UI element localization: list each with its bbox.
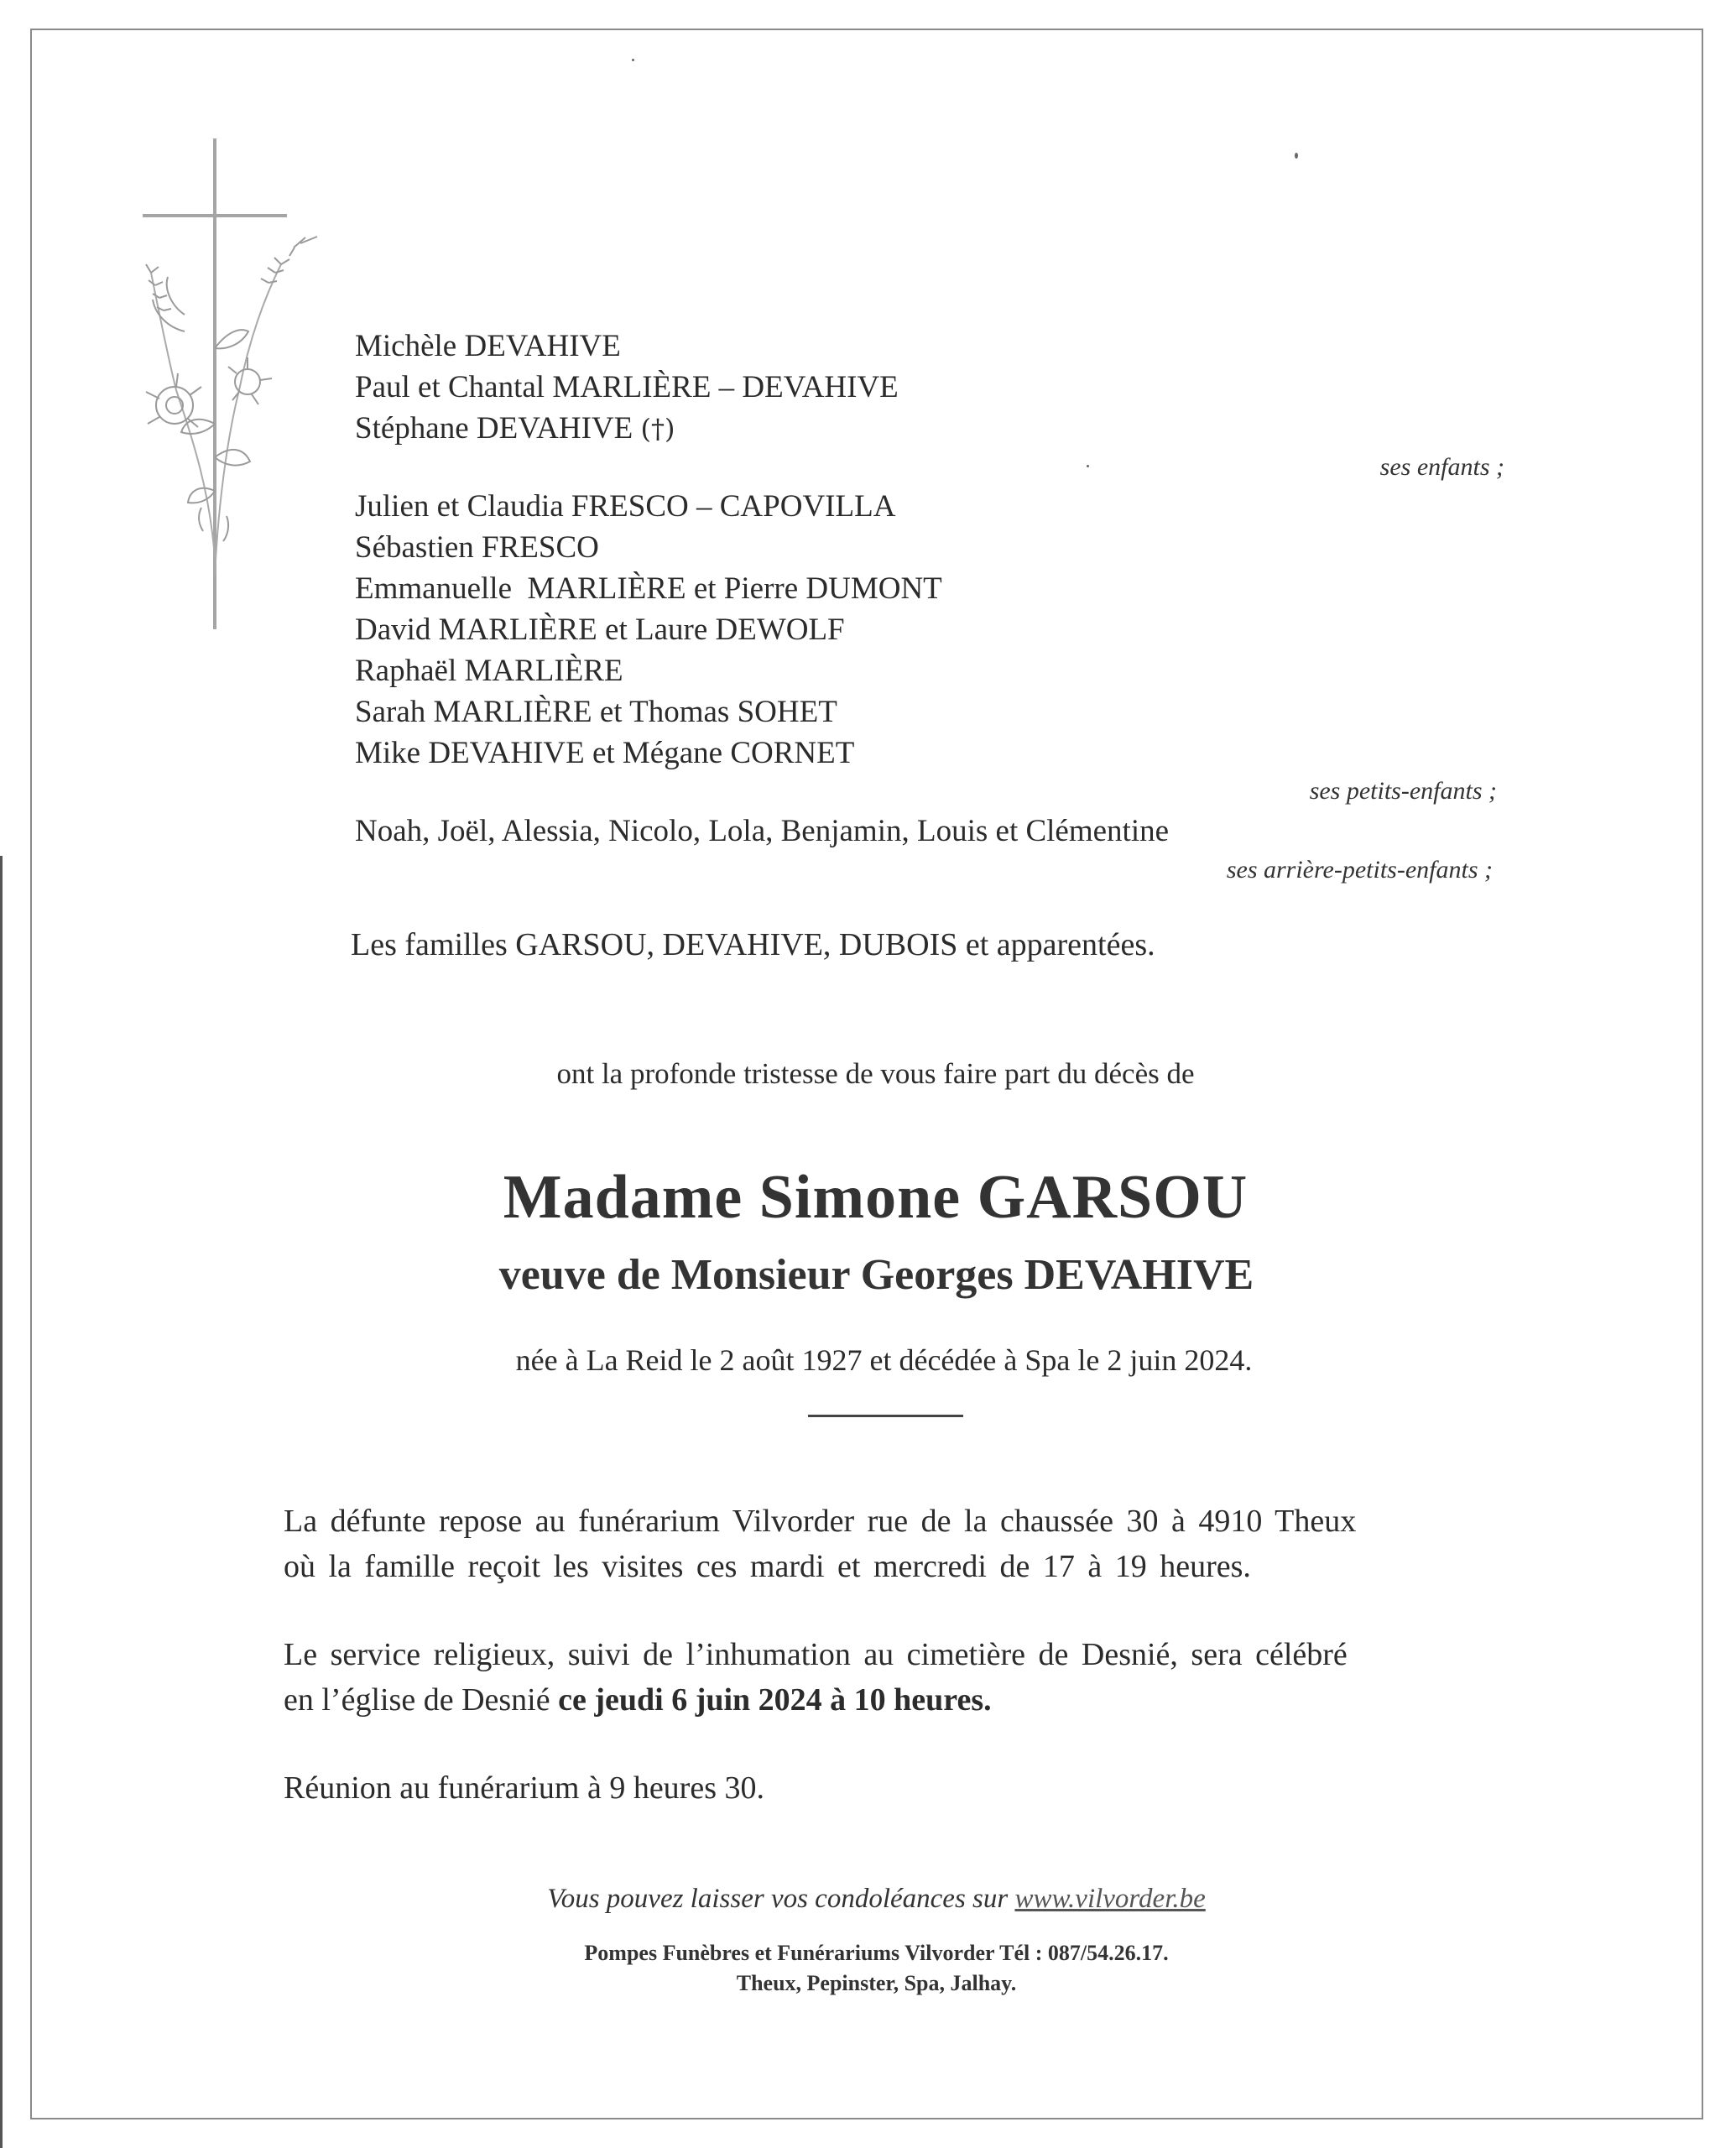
reunion-paragraph [284,1765,764,1811]
dagger-mark: (†) [640,413,675,445]
service-line: Le service religieux, suivi de l’inhumation au cimetière de Desnié, sera célébré [284,1637,1348,1672]
grandchild-name: Emmanuelle MARLIÈRE et Pierre DUMONT [355,571,942,606]
intro-line: ont la profonde tristesse de vous faire part du décès de [556,1057,1195,1090]
birth-death-dates: née à La Reid le 2 août 1927 et décédée à Spa le 2 juin 2024. [515,1343,1253,1377]
condolences-text: Vous pouvez laisser vos condoléances sur [547,1884,1015,1914]
service-line [284,1677,1348,1723]
child-name: Michèle DEVAHIVE [355,329,621,363]
cross-wheat-icon [134,138,327,638]
grandchild-name: Sébastien FRESCO [355,530,599,565]
child-name [355,408,899,450]
condolences-line [0,1884,1736,1915]
grandchild-name: Sarah MARLIÈRE et Thomas SOHET [355,695,837,729]
condolences-link[interactable]: www.vilvorder.be [1014,1884,1206,1914]
service-line-prefix: en l’église de Desnié [284,1682,559,1718]
grandchildren-label: ses petits-enfants ; [1309,777,1497,805]
grandchild-name: Julien et Claudia FRESCO – CAPOVILLA [355,489,896,524]
grandchild-name: Mike DEVAHIVE et Mégane CORNET [355,736,855,770]
children-label: ses enfants ; [1379,453,1504,481]
great-grandchildren-list [355,811,1169,852]
children-list [355,326,899,450]
repose-line: où la famille reçoit les visites ces mardi et mercredi de 17 à 19 heures. [284,1549,1251,1584]
grandchild-name: Raphaël MARLIÈRE [355,654,623,688]
deceased-name: Madame Simone GARSOU [503,1163,1249,1232]
scan-speck [1087,465,1089,467]
grandchild-name: David MARLIÈRE et Laure DEWOLF [355,613,845,647]
child-name: Paul et Chantal MARLIÈRE – DEVAHIVE [355,370,899,404]
widow-of: veuve de Monsieur Georges DEVAHIVE [498,1251,1254,1299]
grandchildren-list [355,486,942,774]
footer-company: Pompes Funèbres et Funérariums Vilvorder Tél : 087/54.26.17. [584,1941,1169,1965]
great-grandchildren-label: ses arrière-petits-enfants ; [1226,856,1493,884]
scan-speck [632,59,634,61]
scan-speck [1295,153,1298,159]
divider [808,1415,963,1417]
service-paragraph [284,1632,1348,1723]
reunion-line: Réunion au funérarium à 9 heures 30. [284,1770,764,1806]
child-name-text: Stéphane DEVAHIVE [355,411,633,446]
service-datetime: ce jeudi 6 juin 2024 à 10 heures. [558,1682,992,1718]
repose-line: La défunte repose au funérarium Vilvorder rue de la chaussée 30 à 4910 Theux [284,1504,1357,1539]
great-grandchild-names: Noah, Joël, Alessia, Nicolo, Lola, Benjamin, Louis et Clémentine [355,814,1170,848]
families-line: Les familles GARSOU, DEVAHIVE, DUBOIS et apparentées. [351,927,1155,962]
footer-locations: Theux, Pepinster, Spa, Jalhay. [736,1971,1017,1995]
repose-paragraph [284,1499,1356,1589]
